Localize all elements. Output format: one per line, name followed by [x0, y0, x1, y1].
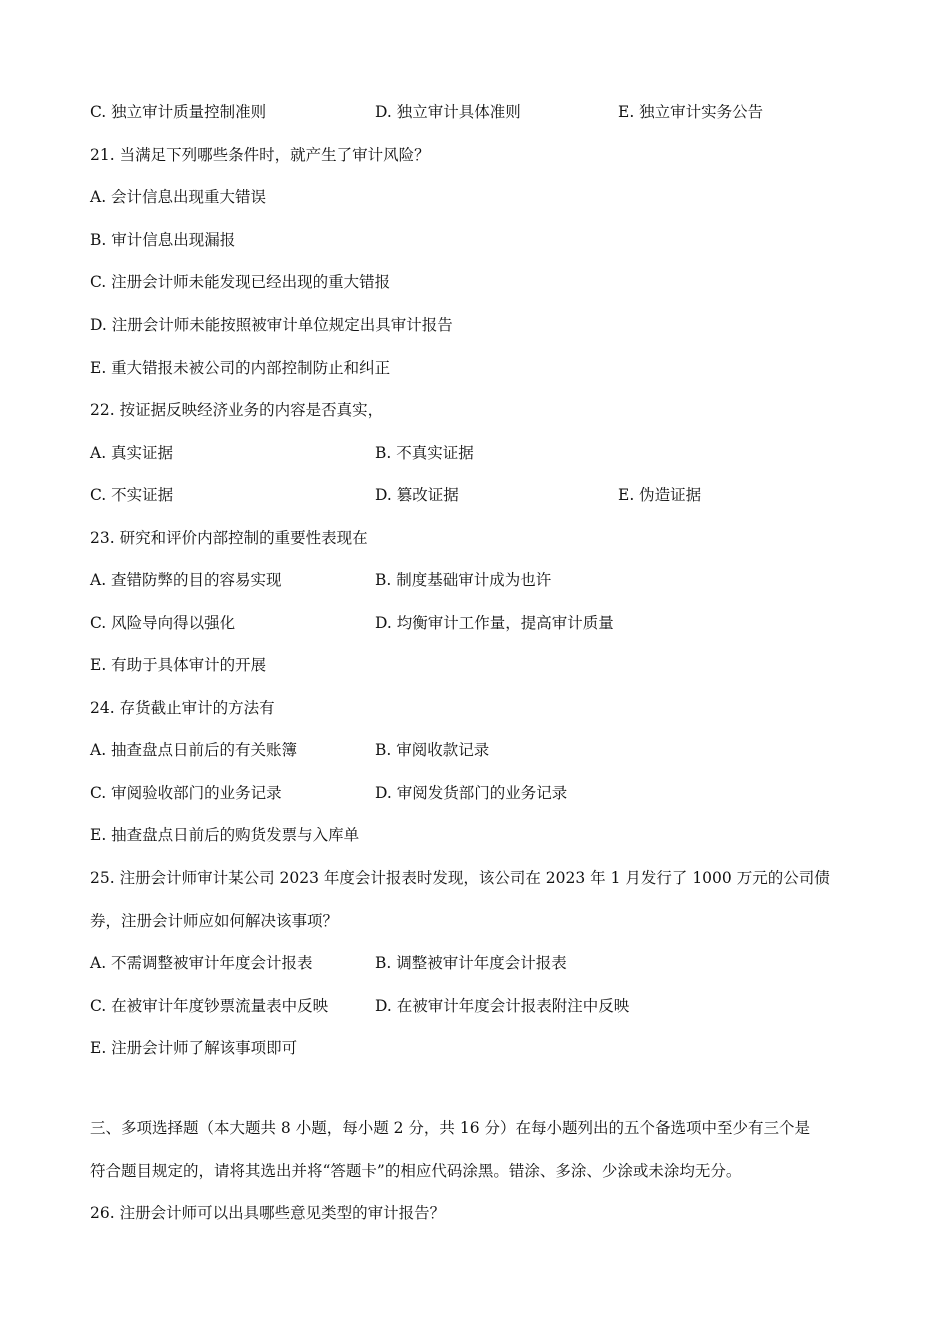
- q25-option-d: D. 在被审计年度会计报表附注中反映: [375, 997, 630, 1015]
- q21-option-c: C. 注册会计师未能发现已经出现的重大错报: [90, 273, 391, 291]
- q22-option-b: B. 不真实证据: [375, 444, 474, 462]
- q23-option-b: B. 制度基础审计成为也许: [375, 571, 552, 589]
- q21-option-e: E. 重大错报未被公司的内部控制防止和纠正: [90, 359, 391, 377]
- q24-option-d: D. 审阅发货部门的业务记录: [375, 784, 568, 802]
- q23-option-d: D. 均衡审计工作量，提高审计质量: [375, 614, 614, 632]
- option-e-prev: E. 独立审计实务公告: [618, 103, 764, 121]
- q22-option-a: A. 真实证据: [90, 444, 174, 462]
- question-23: 23. 研究和评价内部控制的重要性表现在: [90, 529, 368, 547]
- q25-option-e: E. 注册会计师了解该事项即可: [90, 1039, 298, 1057]
- q25-option-b: B. 调整被审计年度会计报表: [375, 954, 567, 972]
- question-22: 22. 按证据反映经济业务的内容是否真实，: [90, 401, 384, 419]
- q22-option-d: D. 篡改证据: [375, 486, 459, 504]
- q21-option-d: D. 注册会计师未能按照被审计单位规定出具审计报告: [90, 316, 453, 334]
- q25-option-a: A. 不需调整被审计年度会计报表: [90, 954, 313, 972]
- q23-option-c: C. 风险导向得以强化: [90, 614, 236, 632]
- q24-option-e: E. 抽查盘点日前后的购货发票与入库单: [90, 826, 360, 844]
- q23-option-a: A. 查错防弊的目的容易实现: [90, 571, 282, 589]
- option-c-prev: C. 独立审计质量控制准则: [90, 103, 267, 121]
- question-25-line1: 25. 注册会计师审计某公司 2023 年度会计报表时发现，该公司在 2023 年 1 月发行了 1000 万元的公司债: [90, 869, 830, 887]
- q21-option-b: B. 审计信息出现漏报: [90, 231, 236, 249]
- q23-option-e: E. 有助于具体审计的开展: [90, 656, 267, 674]
- section-3-heading-line2: 符合题目规定的，请将其选出并将“答题卡”的相应代码涂黑。错涂、多涂、少涂或未涂均无分。: [90, 1162, 742, 1180]
- q24-option-a: A. 抽查盘点日前后的有关账簿: [90, 741, 298, 759]
- q25-option-c: C. 在被审计年度钞票流量表中反映: [90, 997, 329, 1015]
- q24-option-c: C. 审阅验收部门的业务记录: [90, 784, 282, 802]
- q22-option-c: C. 不实证据: [90, 486, 174, 504]
- question-25-line2: 券，注册会计师应如何解决该事项？: [90, 912, 339, 930]
- q24-option-b: B. 审阅收款记录: [375, 741, 490, 759]
- question-24: 24. 存货截止审计的方法有: [90, 699, 275, 717]
- question-26: 26. 注册会计师可以出具哪些意见类型的审计报告？: [90, 1204, 446, 1222]
- q21-option-a: A. 会计信息出现重大错误: [90, 188, 267, 206]
- question-21: 21. 当满足下列哪些条件时，就产生了审计风险？: [90, 146, 430, 164]
- q22-option-e: E. 伪造证据: [618, 486, 702, 504]
- section-3-heading-line1: 三、多项选择题（本大题共 8 小题，每小题 2 分，共 16 分）在每小题列出的五个备选项中至少有三个是: [90, 1119, 811, 1137]
- option-d-prev: D. 独立审计具体准则: [375, 103, 521, 121]
